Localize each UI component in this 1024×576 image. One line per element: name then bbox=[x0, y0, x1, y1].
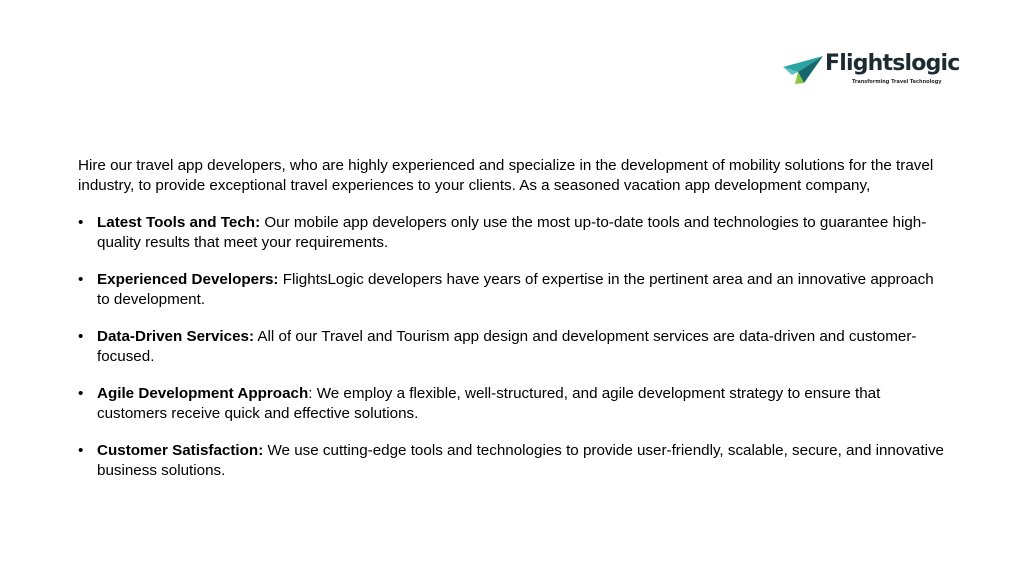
list-item-customer-satisfaction bbox=[78, 441, 948, 480]
logo-brand-name: Flightslogic bbox=[825, 51, 960, 76]
list-item-agile-development bbox=[78, 384, 948, 423]
bullet-icon: • bbox=[78, 442, 84, 459]
flightslogic-logo bbox=[782, 51, 960, 92]
intro-paragraph: Hire our travel app developers, who are highly experienced and specialize in the development of mobility solutions for the travel industry, to provide exceptional travel experiences to your clients. As a seasoned vacation app development company, bbox=[78, 157, 934, 194]
bullet-icon: • bbox=[78, 271, 84, 288]
list-item-title: Experienced Developers: bbox=[97, 271, 279, 288]
list-item-latest-tools bbox=[78, 213, 948, 252]
main-content bbox=[78, 156, 948, 498]
bullet-icon: • bbox=[78, 385, 84, 402]
list-item-title: Latest Tools and Tech: bbox=[97, 214, 261, 231]
logo-tagline: Transforming Travel Technology bbox=[852, 79, 942, 85]
list-item-data-driven bbox=[78, 327, 948, 366]
list-item-experienced-developers bbox=[78, 270, 948, 309]
paper-plane-icon bbox=[782, 54, 824, 86]
list-item-title: Agile Development Approach bbox=[97, 385, 309, 402]
list-item-text: We use cutting-edge tools and technologies to provide user-friendly, scalable, secure, and innovative business solutions. bbox=[97, 442, 944, 479]
list-item-text: Our mobile app developers only use the most up-to-date tools and technologies to guarantee high-quality results that meet your requirements. bbox=[97, 214, 927, 251]
list-item-text: All of our Travel and Tourism app design and development services are data-driven and customer-focused. bbox=[97, 328, 917, 365]
list-item-title: Customer Satisfaction: bbox=[97, 442, 264, 459]
list-item-text: : We employ a flexible, well-structured, and agile development strategy to ensure that customers receive quick and effective solutions. bbox=[97, 385, 881, 422]
feature-list bbox=[78, 213, 948, 480]
list-item-text: FlightsLogic developers have years of expertise in the pertinent area and an innovative approach to development. bbox=[97, 271, 934, 308]
list-item-title: Data-Driven Services: bbox=[97, 328, 255, 345]
bullet-icon: • bbox=[78, 214, 84, 231]
bullet-icon: • bbox=[78, 328, 84, 345]
